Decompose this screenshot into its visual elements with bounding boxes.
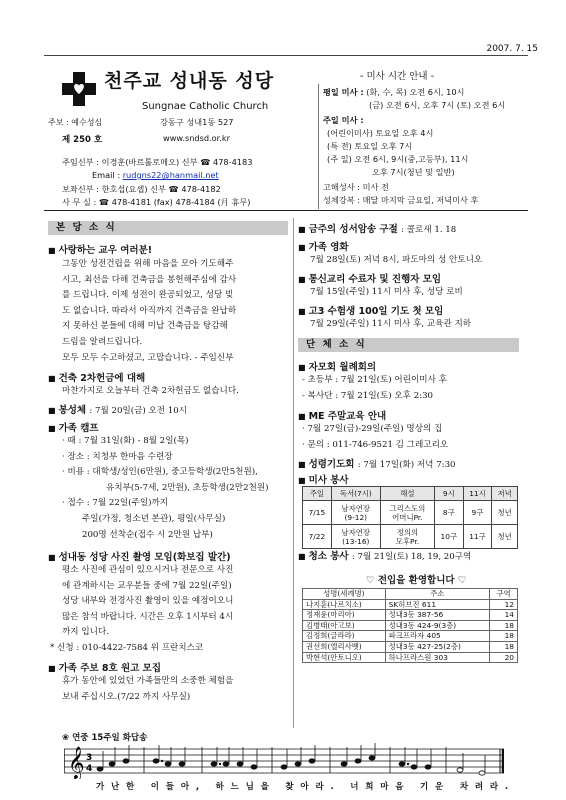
top-rule	[44, 55, 528, 56]
photo-body	[62, 563, 290, 641]
table-cell: 9구	[463, 501, 492, 525]
photo-heading-text: 성내동 성당 사진 촬영 모임(화보집 발간)	[58, 552, 231, 563]
bullet-icon: ■	[298, 275, 306, 284]
bullet-icon: ■	[298, 363, 306, 372]
table-row	[303, 641, 518, 652]
camp-heading-text: 가족 캠프	[58, 423, 99, 434]
bullet-icon: ■	[48, 406, 56, 415]
movie-heading	[298, 239, 349, 253]
welcome-col-header: 구역	[489, 589, 517, 600]
course-heading-text: 통신교리 수료자 및 진행자 모임	[308, 274, 442, 285]
scripture-value: : 콜로새 1. 18	[401, 225, 457, 235]
welcome-table	[302, 588, 518, 663]
table-cell: 18	[489, 620, 517, 631]
camp-line: · 장소 : 치청부 한마음 수련장	[62, 451, 173, 462]
thanks-line: 지 못하신 분들에 대해 미납 건축금을 탕감해	[62, 321, 228, 332]
welcome-title: ♡ 전입을 환영합니다 ♡	[366, 575, 467, 586]
parents-line: - 복사단 : 7월 21일(토) 오후 2:30	[302, 390, 434, 401]
vol-col-header: 해설	[380, 487, 434, 501]
bullet-icon: ■	[48, 374, 56, 383]
church-address: 강동구 성내1동 527	[160, 117, 234, 127]
scripture-label: 금주의 성서암송 구절	[308, 224, 398, 235]
parish-news-bar: 본 당 소 식	[48, 221, 288, 235]
table-cell: 12	[489, 599, 517, 610]
exam-heading	[298, 303, 443, 317]
weekday-times-1: (화, 수, 목) 오전 6시, 10시	[366, 87, 465, 97]
office-line: 사 무 실 : ☎ 478-4181 (fax) 478-4184 (月 휴무)	[62, 197, 251, 207]
bulletin-heading	[48, 660, 161, 674]
table-cell: 그리스도의 어머니Pr.	[380, 501, 434, 525]
prayer-heading	[298, 456, 456, 470]
table-cell: 7/22	[303, 525, 332, 549]
bulletin-line: 휴가 동안에 있었던 가족들만의 소중한 체험을	[62, 676, 234, 686]
photo-line: 성당 내부와 전경사진 촬영이 있을 예정이오니	[62, 596, 234, 607]
table-cell: 김정희(글라라)	[303, 631, 386, 642]
table-row	[303, 610, 518, 621]
table-cell: 7/15	[303, 501, 332, 525]
table-row	[303, 501, 518, 525]
bullet-icon: ■	[298, 460, 306, 469]
church-cross-logo-icon	[62, 72, 96, 106]
camp-line: · 비용 : 대학생/성인(6만원), 중고등학생(2만5천원),	[62, 467, 258, 478]
photo-line: 에 관계하시는 교우분들 중에 7월 22일(주일)	[62, 580, 232, 591]
parents-heading-text: 자모회 월례회의	[308, 362, 377, 373]
thanks-heading	[48, 242, 152, 256]
table-cell: 정재윤(마리아)	[303, 610, 386, 621]
parents-body	[302, 373, 447, 404]
email-label: Email :	[92, 170, 123, 180]
camp-line: · 접수 : 7월 22일(주일)까지	[62, 498, 169, 509]
table-row	[303, 525, 518, 549]
church-website[interactable]: www.sndsd.or.kr	[163, 133, 230, 143]
sunday-times-3: (주 일) 오전 6시, 9시(중,고등부), 11시	[327, 154, 469, 164]
table-cell: 18	[489, 641, 517, 652]
table-cell: 11구	[463, 525, 492, 549]
bullet-icon: ■	[48, 553, 56, 562]
photo-contact: * 신청 : 010-4422-7584 위 프란치스코	[50, 643, 204, 653]
email-link[interactable]: rudgns22@hanmail.net	[122, 170, 219, 180]
me-body	[302, 422, 448, 453]
table-cell: 정의의 모후Pr.	[380, 525, 434, 549]
weekday-mass	[323, 87, 464, 98]
camp-line: 유치부(5-7세, 2만원), 초등학생(2만2천원)	[106, 482, 269, 493]
course-heading	[298, 271, 441, 285]
table-cell: 남자연장 (13-16)	[331, 525, 380, 549]
weekday-label: 평일 미사 :	[323, 87, 364, 97]
bullet-icon: ■	[48, 424, 56, 433]
bullet-icon: ■	[298, 412, 306, 421]
photo-heading	[48, 549, 231, 563]
bullet-icon: ■	[298, 476, 306, 485]
camp-details	[62, 434, 290, 543]
table-cell: 18	[489, 631, 517, 642]
camp-line: 주일(가정, 청소년 본관), 평일(사무실)	[82, 513, 226, 524]
communion-label: 봉성체	[58, 405, 87, 416]
table-cell: 김병태(아고보)	[303, 620, 386, 631]
thanks-signature: 모두 모두 수고하셨고, 고맙습니다. - 주임신부	[62, 352, 234, 363]
table-cell: 청년	[492, 501, 518, 525]
thanks-heading-text: 사랑하는 교우 여러분!	[58, 245, 153, 256]
volunteer-heading	[298, 472, 349, 486]
photo-line: 평소 사진에 관심이 있으시거나 전문으로 사진	[62, 565, 234, 575]
camp-heading	[48, 420, 99, 434]
prayer-label: 성령기도회	[308, 459, 355, 470]
vol-col-header: 9시	[434, 487, 463, 501]
table-cell: 청년	[492, 525, 518, 549]
table-cell: SK허브진 611	[385, 599, 489, 610]
welcome-col-header: 주소	[385, 589, 489, 600]
sunday-times-4: 오후 7시(청년 및 일반)	[372, 167, 455, 177]
bullet-icon: ■	[298, 243, 306, 252]
church-title: 천주교 성내동 성당	[104, 70, 275, 92]
communion-time: : 7월 20일(금) 오전 10시	[89, 406, 188, 416]
photo-line: 까지 입니다.	[62, 627, 109, 638]
issue-date: 2007. 7. 15	[486, 44, 538, 54]
exam-body: 7월 29일(주일) 11시 미사 후, 교육관 지하	[310, 319, 472, 329]
music-staff	[64, 743, 504, 779]
bulletin-line: 보내 주십시오.(7/22 까지 사무실)	[62, 691, 191, 702]
header-bottom-rule	[44, 210, 528, 211]
bullet-icon: ■	[48, 246, 56, 255]
cleaning-value: : 7월 21일(토) 18, 19, 20구역	[351, 552, 472, 562]
fund-body: 마찬가지로 오늘부터 건축 2차헌금도 없습니다.	[62, 386, 239, 396]
table-cell: 성내3동 427-25(2층)	[385, 641, 489, 652]
mass-times-title: - 미사 시간 안내 -	[360, 71, 434, 82]
confession-time: 고해성사 : 미사 전	[323, 182, 389, 192]
me-line: · 문의 : 011-746-9521 김 그레고리오	[302, 439, 449, 450]
table-row	[303, 652, 518, 663]
patron-label: 주보 : 예수성심	[48, 118, 103, 127]
parents-heading	[298, 359, 376, 373]
movie-body: 7월 28일(토) 저녁 8시, 파도마의 성 안토니오	[310, 255, 483, 265]
scripture-heading	[298, 221, 456, 235]
bullet-icon: ■	[298, 225, 306, 234]
bulletin-body	[62, 674, 233, 705]
weekday-times-2: (금) 오전 6시, 오후 7시 (토) 오전 6시	[369, 100, 506, 110]
fund-heading-text: 건축 2차헌금에 대해	[58, 373, 146, 384]
cleaning-label: 청소 봉사	[308, 551, 349, 562]
cleaning-heading	[298, 548, 471, 562]
header-divider	[318, 84, 319, 209]
table-cell: 남자연장 (9-12)	[331, 501, 380, 525]
psalm-title: ❀ 연중 15주일 화답송	[62, 733, 148, 743]
table-cell: 성내3동 424-9(3층)	[385, 620, 489, 631]
me-heading	[298, 408, 386, 422]
thanks-line: 그동안 성전건립을 위해 마음을 모아 기도해주	[62, 259, 234, 269]
exam-heading-text: 고3 수험생 100일 기도 첫 모임	[308, 306, 444, 317]
course-body: 7월 15일(주일) 11시 미사 후, 성당 로비	[310, 287, 463, 297]
bullet-icon: ■	[298, 552, 306, 561]
group-news-bar: 단 체 소 식	[298, 338, 519, 352]
camp-line: · 때 : 7월 31일(화) - 8월 2일(목)	[62, 436, 189, 446]
welcome-table-header	[303, 589, 518, 600]
assistant-line: 보좌신부 : 한호섭(요셉) 신부 ☎ 478-4182	[62, 184, 221, 194]
church-subtitle: Sungnae Catholic Church	[142, 101, 269, 112]
sunday-label: 주일 미사 :	[323, 115, 364, 125]
table-cell: 10구	[434, 525, 463, 549]
vol-col-header: 11시	[463, 487, 492, 501]
table-cell: 성내3동 387-56	[385, 610, 489, 621]
issue-number: 제 250 호	[62, 135, 103, 145]
thanks-line: 드림을 알려드립니다.	[62, 336, 143, 347]
table-cell: 14	[489, 610, 517, 621]
volunteer-heading-text: 미사 봉사	[308, 475, 349, 486]
bulletin-heading-text: 가족 주보 8호 원고 모집	[58, 663, 161, 674]
table-cell: 파크프라자 405	[385, 631, 489, 642]
thanks-line: 시고, 최선을 다해 건축금을 봉헌해주심에 감사	[62, 274, 237, 285]
table-cell: 나지훈(나르치소)	[303, 599, 386, 610]
time-sig-icon: 4	[86, 764, 93, 774]
camp-line: 200명 선착순(접수 시 2만원 납부)	[82, 529, 213, 540]
fund-heading	[48, 370, 145, 384]
me-heading-text: ME 주말교육 안내	[308, 411, 387, 422]
table-row	[303, 631, 518, 642]
bullet-icon: ■	[48, 664, 56, 673]
photo-line: 많은 참석 바랍니다. 시간은 오후 1시부터 4시	[62, 611, 234, 622]
bullet-icon: ■	[298, 307, 306, 316]
column-divider	[293, 218, 294, 728]
vol-col-header: 주일	[303, 487, 332, 501]
volunteer-table	[302, 486, 518, 549]
melody-notes	[97, 743, 485, 775]
prayer-value: : 7월 17일(화) 저녁 7:30	[357, 460, 456, 470]
time-sig-icon: 3	[86, 753, 93, 763]
volunteer-table-header	[303, 487, 518, 501]
treble-clef-icon: 𝄞	[68, 746, 85, 779]
table-cell: 박현석(안토니오)	[303, 652, 386, 663]
sunday-times-1: (어린이미사) 토요일 오후 4시	[327, 128, 434, 138]
holy-hour-time: 성체강복 : 매달 마지막 금요일, 저녁미사 후	[323, 195, 479, 205]
parents-line: - 초등부 : 7월 21일(토) 어린이미사 후	[302, 375, 447, 385]
table-cell: 20	[489, 652, 517, 663]
email-line	[92, 170, 219, 180]
sunday-times-2: (특 전) 토요일 오후 7시	[327, 141, 413, 151]
thanks-line: 도 없습니다. 따라서 아직까지 건축금을 완납하	[62, 305, 237, 316]
movie-heading-text: 가족 영화	[308, 242, 349, 253]
psalm-lyrics: 가난한 이들아, 하느님을 찾아라. 너희마음 기운 차려라.	[96, 782, 515, 792]
welcome-col-header: 성명(세례명)	[303, 589, 386, 600]
pastor-line: 주임신부 : 이경훈(바르톨로메오) 신부 ☎ 478-4183	[62, 157, 253, 167]
table-cell: 하나프라스원 303	[385, 652, 489, 663]
thanks-line: 를 드립니다. 이제 성전이 완공되었고, 성당 빚	[62, 290, 234, 301]
vol-col-header: 독서(7시)	[331, 487, 380, 501]
table-cell: 8구	[434, 501, 463, 525]
me-line: · 7월 27일(금)-29일(주일) 명상의 집	[302, 424, 443, 434]
thanks-body	[62, 257, 290, 366]
vol-col-header: 저녁	[492, 487, 518, 501]
table-cell: 권선희(엘리사벳)	[303, 641, 386, 652]
table-row	[303, 599, 518, 610]
communion-heading	[48, 402, 187, 416]
table-row	[303, 620, 518, 631]
